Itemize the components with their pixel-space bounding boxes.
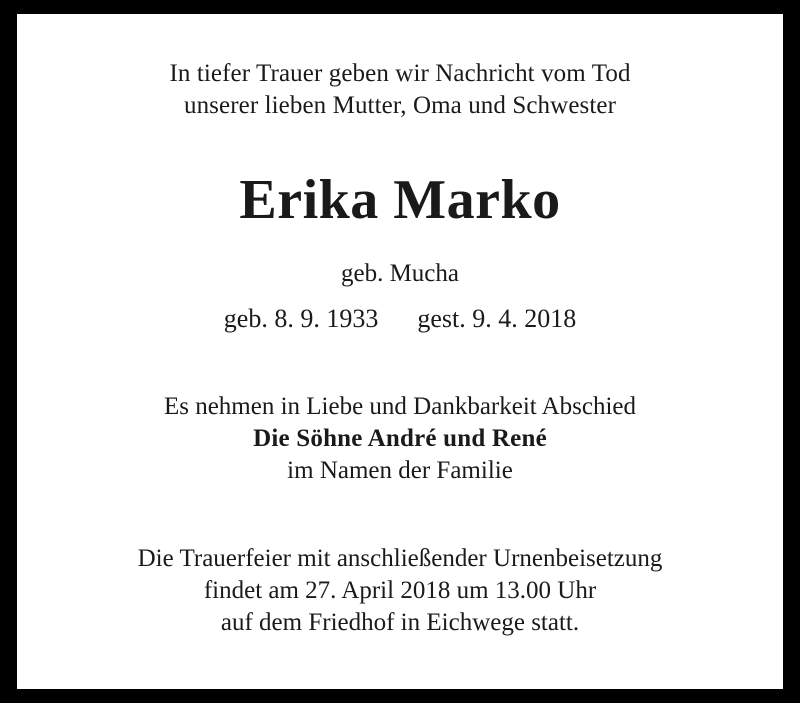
life-dates: geb. 8. 9. 1933 gest. 9. 4. 2018 [223,303,577,333]
ceremony-line-3: auf dem Friedhof in Eichwege statt. [220,608,580,636]
mourners-line: Die Söhne André und René [253,424,547,452]
intro-line-2: unserer lieben Mutter, Oma und Schwester [183,92,617,119]
intro-line-1: In tiefer Trauer geben wir Nachricht vom Tod [169,60,631,87]
deceased-name: Erika Marko [239,169,561,231]
ceremony-line-2: findet am 27. April 2018 um 13.00 Uhr [203,576,597,604]
ceremony-line-1: Die Trauerfeier mit anschließender Urnenbeisetzung [137,544,663,572]
farewell-block [57,391,743,487]
family-line: im Namen der Familie [287,456,513,484]
ceremony-block [57,543,743,639]
maiden-name: geb. Mucha [340,259,460,287]
obituary-notice [17,14,783,689]
name-block [57,170,743,335]
farewell-line: Es nehmen in Liebe und Dankbarkeit Abschied [163,392,637,420]
intro-block [57,58,743,122]
